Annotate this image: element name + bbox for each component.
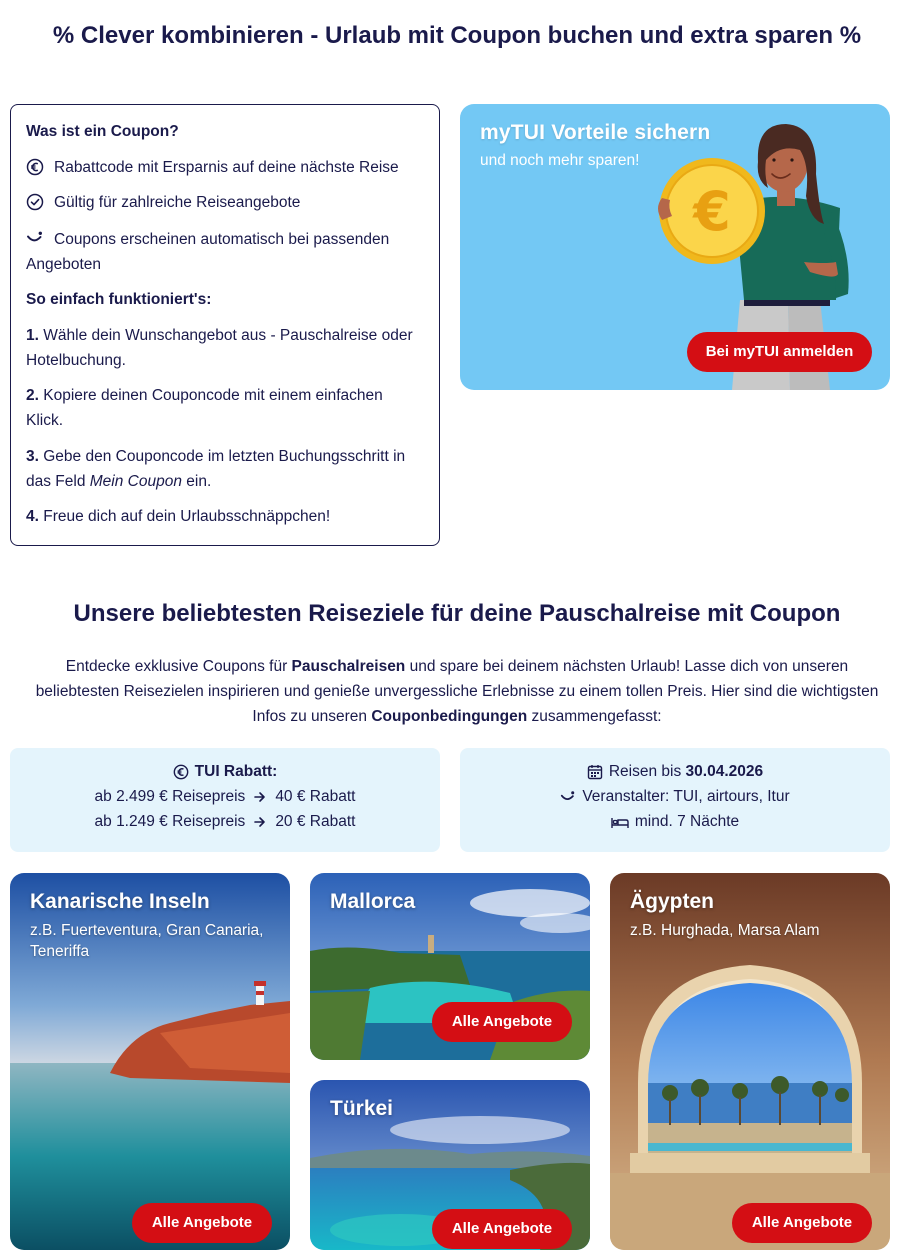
destination-card-canary-islands[interactable] bbox=[10, 873, 290, 1250]
step-number: 2. bbox=[26, 387, 39, 404]
step-text: Kopiere deinen Couponcode mit einem einfachen Klick. bbox=[26, 387, 383, 429]
travel-date-row bbox=[460, 759, 890, 784]
step-2 bbox=[26, 383, 424, 433]
egypt-offers-button[interactable]: Alle Angebote bbox=[732, 1203, 872, 1243]
what-is-coupon-title: Was ist ein Coupon? bbox=[26, 123, 179, 140]
coupon-conditions-link[interactable]: Couponbedingungen bbox=[371, 708, 528, 725]
tier-discount: 40 € Rabatt bbox=[275, 788, 356, 805]
tier-price: ab 1.249 € Reisepreis bbox=[94, 813, 246, 830]
operators-row bbox=[460, 784, 890, 809]
discount-tier-2 bbox=[10, 809, 440, 834]
card-title: Türkei bbox=[330, 1097, 394, 1120]
step-number: 4. bbox=[26, 508, 39, 525]
intro-text: Entdecke exklusive Coupons für bbox=[65, 658, 288, 675]
discount-title: TUI Rabatt: bbox=[194, 763, 278, 780]
bullet-text: Gültig für zahlreiche Reiseangebote bbox=[54, 194, 301, 211]
coupon-info-box bbox=[10, 104, 440, 546]
step-text: Wähle dein Wunschangebot aus - Pauschalreise oder Hotelbuchung. bbox=[26, 327, 413, 369]
travel-conditions-box bbox=[460, 748, 890, 852]
turkey-offers-button[interactable]: Alle Angebote bbox=[432, 1209, 572, 1249]
banner-subtitle: und noch mehr sparen! bbox=[480, 152, 640, 169]
bullet-discount-code bbox=[26, 155, 424, 180]
destination-card-egypt[interactable] bbox=[610, 873, 890, 1250]
discount-title-row bbox=[10, 759, 440, 784]
destination-card-turkey[interactable] bbox=[310, 1080, 590, 1250]
travel-date-value: 30.04.2026 bbox=[685, 763, 764, 780]
step-text: Freue dich auf dein Urlaubsschnäppchen! bbox=[43, 508, 331, 525]
destinations-heading: Unsere beliebtesten Reiseziele für deine Pauschalreise mit Coupon bbox=[73, 600, 841, 627]
how-it-works-title: So einfach funktioniert's: bbox=[26, 291, 212, 308]
destination-card-mallorca[interactable] bbox=[310, 873, 590, 1060]
card-title: Ägypten bbox=[630, 890, 714, 913]
check-circle-icon bbox=[26, 193, 44, 211]
nights-text: mind. 7 Nächte bbox=[634, 813, 740, 830]
coin-symbol: € bbox=[693, 180, 731, 243]
tui-smile-icon bbox=[560, 789, 576, 805]
mytui-banner[interactable] bbox=[460, 104, 890, 390]
card-subtitle: z.B. Fuerteventura, Gran Canaria, Teneriffa bbox=[30, 922, 264, 960]
mytui-login-button[interactable]: Bei myTUI anmelden bbox=[687, 332, 872, 372]
step-field-name: Mein Coupon bbox=[89, 473, 182, 490]
operators-text: Veranstalter: TUI, airtours, Itur bbox=[582, 788, 790, 805]
arrow-right-icon bbox=[253, 790, 267, 804]
calendar-icon bbox=[587, 764, 603, 780]
destinations-intro bbox=[22, 654, 892, 729]
travel-date-label: Reisen bis bbox=[608, 763, 682, 780]
nights-row bbox=[460, 809, 890, 834]
coupon-section-heading: % Clever kombinieren - Urlaub mit Coupon buchen und extra sparen % bbox=[52, 22, 862, 49]
bullet-text: Rabattcode mit Ersparnis auf deine nächste Reise bbox=[54, 159, 399, 176]
bullet-text: Coupons erscheinen automatisch bei passenden Angeboten bbox=[26, 231, 390, 273]
intro-text: und spare bei deinem nächsten Urlaub! Lasse dich von unseren beliebtesten Reisezielen inspirieren und genieße unvergessliche Erlebnisse zu einem tollen Preis. Hier sind die wichtigsten Infos zu unseren bbox=[35, 658, 879, 725]
discount-conditions-box bbox=[10, 748, 440, 852]
bullet-auto-coupons bbox=[26, 226, 424, 277]
canary-islands-offers-button[interactable]: Alle Angebote bbox=[132, 1203, 272, 1243]
step-number: 3. bbox=[26, 448, 39, 465]
step-4 bbox=[26, 504, 424, 529]
tier-price: ab 2.499 € Reisepreis bbox=[94, 788, 246, 805]
step-1 bbox=[26, 323, 424, 373]
euro-icon bbox=[173, 764, 189, 780]
card-title: Mallorca bbox=[330, 890, 416, 913]
card-subtitle: z.B. Hurghada, Marsa Alam bbox=[630, 922, 820, 939]
tier-discount: 20 € Rabatt bbox=[275, 813, 356, 830]
bed-icon bbox=[611, 814, 629, 830]
step-text: ein. bbox=[186, 473, 212, 490]
discount-tier-1 bbox=[10, 784, 440, 809]
banner-title: myTUI Vorteile sichern bbox=[480, 121, 711, 144]
step-text: Gebe den Couponcode im letzten Buchungsschritt in das Feld bbox=[26, 448, 406, 490]
card-title: Kanarische Inseln bbox=[30, 890, 210, 913]
mallorca-offers-button[interactable]: Alle Angebote bbox=[432, 1002, 572, 1042]
step-3 bbox=[26, 444, 424, 494]
bullet-valid-offers bbox=[26, 190, 424, 215]
step-number: 1. bbox=[26, 327, 39, 344]
euro-icon bbox=[26, 158, 44, 176]
tui-smile-icon bbox=[26, 229, 44, 247]
intro-text: zusammengefasst: bbox=[531, 708, 662, 725]
arrow-right-icon bbox=[253, 815, 267, 829]
package-tours-link[interactable]: Pauschalreisen bbox=[291, 658, 406, 675]
